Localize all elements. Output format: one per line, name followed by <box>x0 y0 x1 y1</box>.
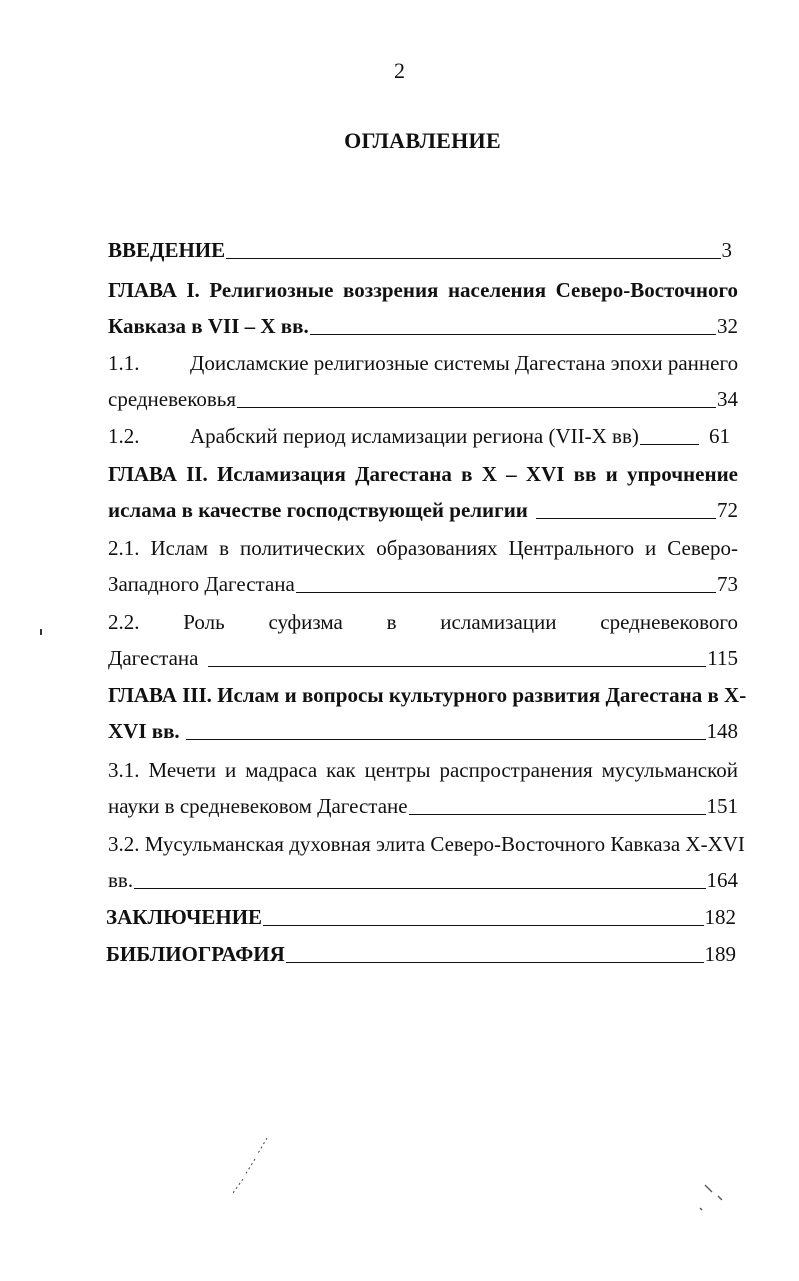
toc-entry-ch1-line2[interactable] <box>108 314 738 338</box>
toc-title: ОГЛАВЛЕНИЕ <box>344 128 501 153</box>
entry-page: 151 <box>706 794 738 818</box>
entry-title: ВВЕДЕНИЕ <box>108 238 226 262</box>
toc-entry-conclusion[interactable] <box>106 905 736 929</box>
entry-page: 148 <box>706 719 738 743</box>
dot-leader <box>208 665 706 667</box>
dot-leader <box>263 924 703 926</box>
entry-page: 3 <box>721 238 732 262</box>
entry-title-cont: науки в средневековом Дагестане <box>108 794 408 818</box>
entry-title-cont: XVI вв. <box>108 719 180 743</box>
toc-entry-s3-1-line1[interactable] <box>108 758 738 782</box>
entry-title-cont: вв. <box>108 868 134 892</box>
toc-entry-ch2-line1[interactable] <box>108 462 738 486</box>
entry-title: 2.2. Роль суфизма в исламизации средневекового <box>108 610 738 634</box>
scan-speck <box>40 629 42 635</box>
entry-number: 1.2. <box>108 424 140 448</box>
entry-title: 3.1. Мечети и мадраса как центры распространения мусульманской <box>108 758 738 782</box>
entry-page: 189 <box>704 942 736 966</box>
entry-number: 1.1. <box>108 351 140 375</box>
scan-mark <box>690 1180 750 1220</box>
entry-page: 164 <box>706 868 738 892</box>
scan-mark <box>225 1135 275 1195</box>
toc-entry-ch3-line2[interactable] <box>108 719 738 743</box>
toc-entry-s2-1-line2[interactable] <box>108 572 738 596</box>
entry-title: ГЛАВА II. Исламизация Дагестана в X – XVI вв и упрочнение <box>108 462 738 486</box>
toc-entry-ch3-line1[interactable] <box>108 683 747 707</box>
entry-title-cont: ислама в качестве господствующей религии <box>108 498 528 522</box>
toc-entry-s2-2-line2[interactable] <box>108 646 738 670</box>
toc-entry-s2-2-line1[interactable] <box>108 610 738 634</box>
entry-page: 182 <box>704 905 736 929</box>
dot-leader <box>409 813 706 815</box>
entry-title: ЗАКЛЮЧЕНИЕ <box>106 905 263 929</box>
entry-title-cont: Кавказа в VII – X вв. <box>108 314 309 338</box>
toc-entry-bibliography[interactable] <box>106 942 736 966</box>
entry-page: 115 <box>707 646 738 670</box>
dot-leader <box>310 333 716 335</box>
toc-entry-s3-1-line2[interactable] <box>108 794 738 818</box>
entry-title: Доисламские религиозные системы Дагестана эпохи раннего <box>190 351 739 375</box>
dot-leader <box>286 961 704 963</box>
toc-entry-s2-1-line1[interactable] <box>108 536 738 560</box>
dot-leader <box>536 517 716 519</box>
dot-leader <box>237 406 716 408</box>
entry-title-cont: средневековья <box>108 387 237 411</box>
dot-leader <box>640 443 699 445</box>
toc-entry-ch2-line2[interactable] <box>108 498 738 522</box>
entry-title: ГЛАВА I. Религиозные воззрения населения Северо-Восточного <box>108 278 738 302</box>
entry-title-cont: Западного Дагестана <box>108 572 295 596</box>
dot-leader <box>226 257 720 259</box>
toc-entry-ch1-line1[interactable] <box>108 278 738 302</box>
dot-leader <box>186 738 706 740</box>
entry-title-cont: Дагестана <box>108 646 199 670</box>
entry-title: 2.1. Ислам в политических образованиях Центрального и Северо- <box>108 536 738 560</box>
entry-page: 61 <box>709 424 730 448</box>
entry-title: ГЛАВА III. Ислам и вопросы культурного развития Дагестана в X- <box>108 683 747 707</box>
dot-leader <box>296 591 716 593</box>
entry-page: 34 <box>717 387 738 411</box>
toc-entry-s1-1-line2[interactable] <box>108 387 738 411</box>
entry-page: 72 <box>717 498 738 522</box>
entry-title: 3.2. Мусульманская духовная элита Северо-Восточного Кавказа X-XVI <box>108 832 745 856</box>
entry-title: БИБЛИОГРАФИЯ <box>106 942 285 966</box>
entry-page: 32 <box>717 314 738 338</box>
toc-entry-intro[interactable] <box>108 238 732 262</box>
toc-entry-s3-2-line1[interactable] <box>108 832 745 856</box>
page-number: 2 <box>394 58 405 83</box>
dot-leader <box>134 887 705 889</box>
toc-entry-s1-1-line1[interactable] <box>108 351 738 375</box>
entry-page: 73 <box>717 572 738 596</box>
toc-entry-s3-2-line2[interactable] <box>108 868 738 892</box>
entry-title: Арабский период исламизации региона (VII-X вв) <box>190 424 639 448</box>
toc-entry-s1-2[interactable] <box>108 424 730 448</box>
